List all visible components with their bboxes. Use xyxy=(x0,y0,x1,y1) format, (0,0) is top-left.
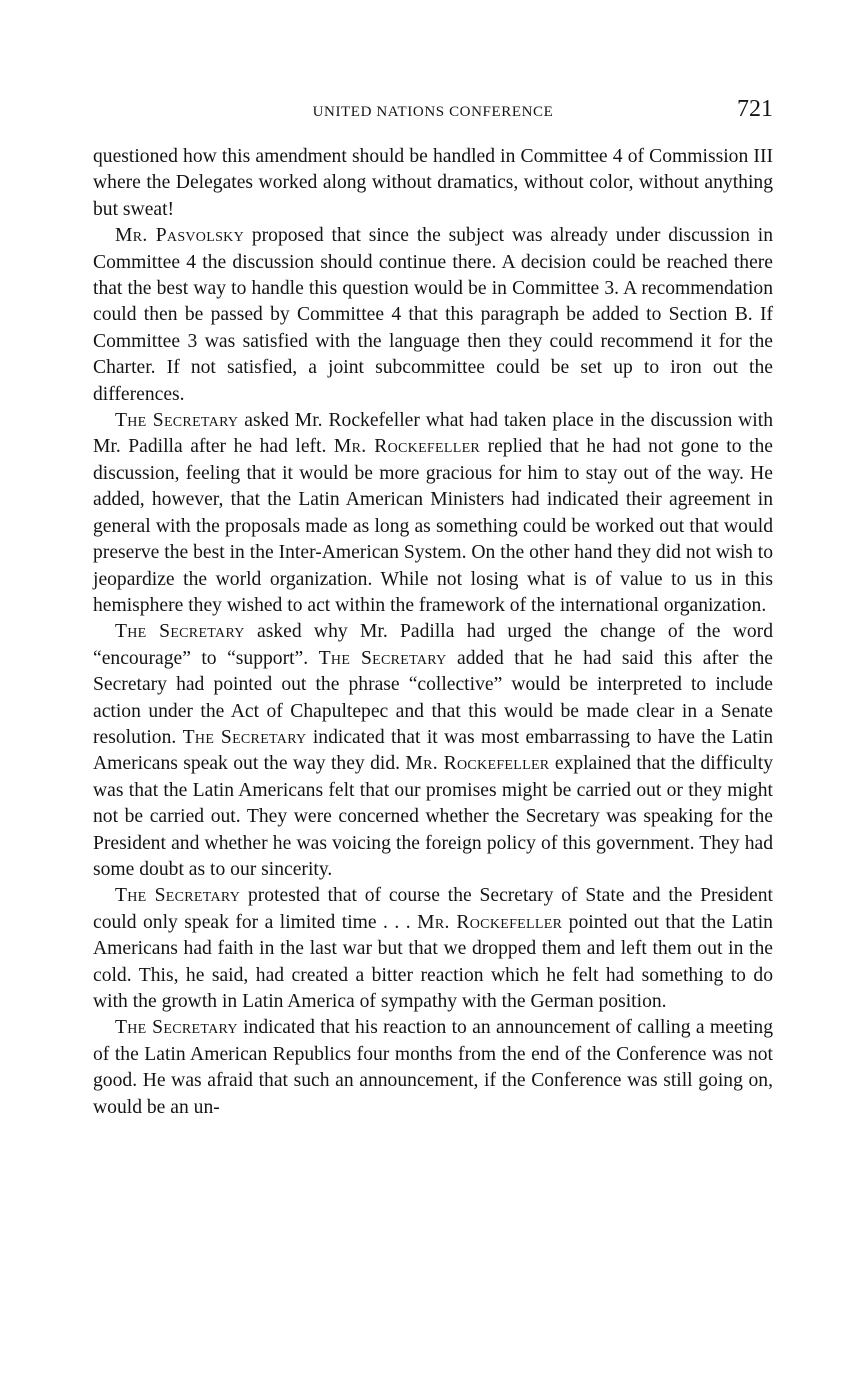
paragraph xyxy=(93,619,773,883)
speaker-name: The Secretary xyxy=(115,885,241,907)
body-text xyxy=(93,144,773,1121)
paragraph xyxy=(93,144,773,223)
speaker-name: Mr. Rockefeller xyxy=(333,436,481,458)
text-run: added that he had said this after the Secretary had pointed out the phrase “collective” would be interpreted to include action under the Act of Chapultepec and that this would be made clear in a Senate resolution. xyxy=(93,647,773,748)
speaker-name: The Secretary xyxy=(318,647,447,669)
text-run: indicated that it was most embarrassing to have the Latin Americans speak out the way they did. xyxy=(93,726,773,775)
paragraph xyxy=(93,223,773,408)
text-run: explained that the difficulty was that the Latin Americans felt that our promises might be carried out or they might not be carried out. They were concerned whether the Secretary was speaking for the President and whether he was voicing the foreign policy of this government. They had some doubt as to our sincerity. xyxy=(93,753,773,880)
text-run: protested that of course the Secretary of State and the President could only speak for a limited time . . . xyxy=(93,885,773,933)
speaker-name: Mr. Pasvolsky xyxy=(115,225,244,247)
speaker-name: The Secretary xyxy=(115,410,239,432)
paragraph xyxy=(93,408,773,619)
text-run: questioned how this amendment should be handled in Committee 4 of Commission III where the Delegates worked along without dramatics, without color, without anything but sweat! xyxy=(93,146,773,220)
paragraph xyxy=(93,1015,773,1121)
speaker-name: Mr. Rockefeller xyxy=(405,753,550,775)
speaker-name: The Secretary xyxy=(182,726,307,748)
text-run: pointed out that the Latin Americans had faith in the last war but that we dropped them and left them out in the cold. This, he said, had created a bitter reaction which he felt had something to do with the growth in Latin America of sympathy with the German position. xyxy=(93,911,773,1012)
page-number: 721 xyxy=(737,96,773,122)
text-run: indicated that his reaction to an announcement of calling a meeting of the Latin American Republics four months from the end of the Conference was not good. He was afraid that such an announcement, if the Conference was still going on, would be an un- xyxy=(93,1017,773,1118)
text-run: asked why Mr. Padilla had urged the change of the word “encourage” to “support”. xyxy=(93,621,773,669)
speaker-name: Mr. Rockefeller xyxy=(417,911,563,933)
paragraph xyxy=(93,883,773,1015)
text-run: asked Mr. Rockefeller what had taken place in the discussion with Mr. Padilla after he had left. xyxy=(93,410,773,458)
speaker-name: The Secretary xyxy=(115,621,245,643)
running-header xyxy=(93,96,773,128)
text-run: replied that he had not gone to the discussion, feeling that it would be more gracious for him to stay out of the way. He added, however, that the Latin American Ministers had indicated their agreement in general with the proposals made as long as something could be worked out that would preserve the best in the Inter-American System. On the other hand they did not wish to jeopardize the world organization. While not losing what is of value to us in this hemisphere they wished to act within the framework of the international organization. xyxy=(93,436,773,616)
text-run: proposed that since the subject was already under discussion in Committee 4 the discussion should continue there. A decision could be reached there that the best way to handle this question would be in Committee 3. A recommendation could then be passed by Committee 4 that this paragraph be added to Section B. If Committee 3 was satisfied with the language then they could recommend it for the Charter. If not satisfied, a joint subcommittee could be set up to iron out the differences. xyxy=(93,225,773,405)
running-title: UNITED NATIONS CONFERENCE xyxy=(312,104,554,120)
speaker-name: The Secretary xyxy=(115,1017,238,1039)
